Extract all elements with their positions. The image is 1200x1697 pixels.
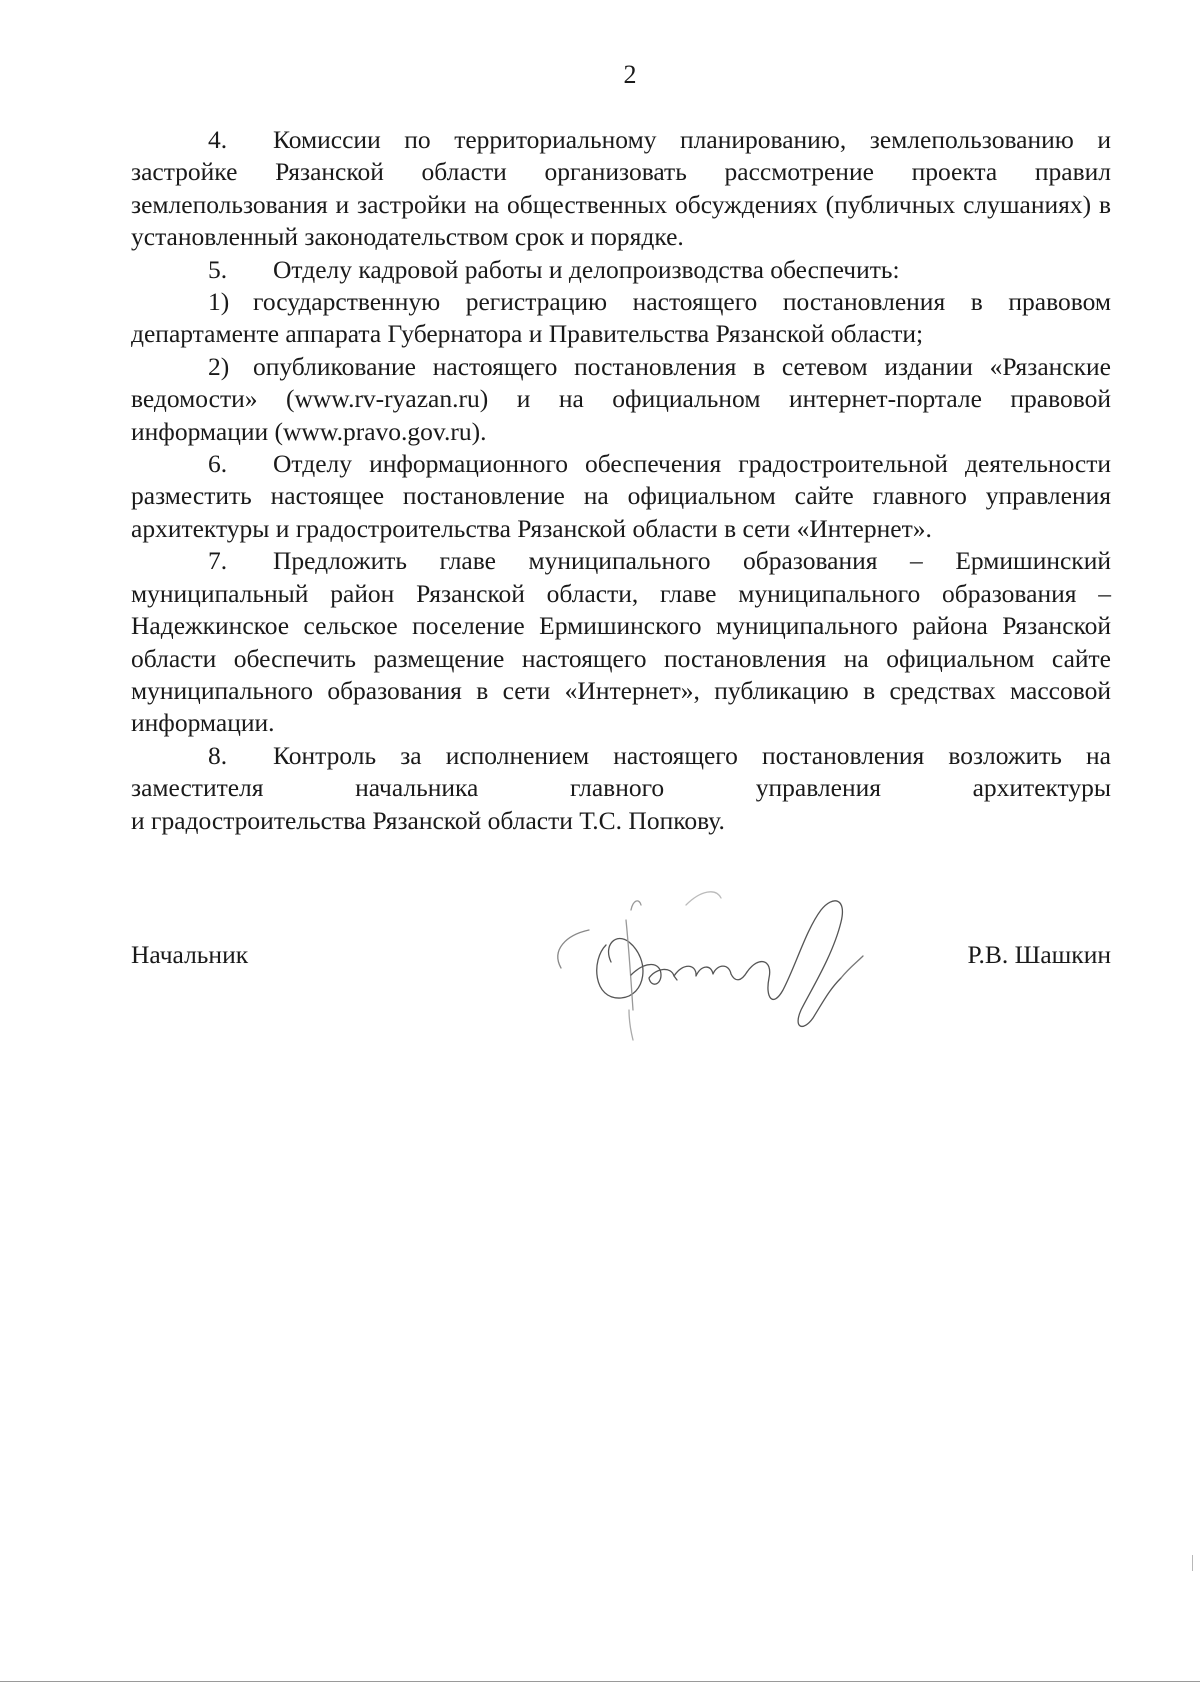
paragraph-number: 8.: [208, 740, 228, 770]
paragraph-text: Отделу кадровой работы и делопроизводства обеспечить:: [273, 254, 900, 284]
paragraph-7: [131, 545, 1111, 739]
subparagraph-2: [131, 351, 1111, 448]
scan-bottom-edge: [0, 1681, 1200, 1682]
paragraph-4: [131, 124, 1111, 254]
signatory-title: Начальник: [131, 940, 249, 969]
page-number: 2: [623, 60, 637, 89]
scan-edge-mark: [1192, 1555, 1193, 1571]
signature-block: [131, 930, 1111, 1050]
paragraph-number: 4.: [208, 125, 228, 154]
paragraph-number: 6.: [208, 449, 228, 479]
document-body: [131, 124, 1111, 837]
paragraph-6: [131, 448, 1111, 545]
paragraph-8-end: [131, 805, 1111, 837]
paragraph-number: 5.: [208, 254, 228, 284]
subparagraph-number: 1): [208, 287, 230, 317]
paragraph-text: и градостроительства Рязанской области Т.С. Попкову.: [131, 805, 725, 835]
paragraph-text: Отделу информационного обеспечения градостроительной деятельности разместить настоящее постановление на официальном сайте главного управления архитектуры и градостроительства Рязанской области в сети «Интернет».: [131, 449, 1111, 543]
subparagraph-1: [131, 286, 1111, 351]
paragraph-text: Комиссии по территориальному планированию, землепользованию и застройке Рязанской области организовать рассмотрение проекта правил землепользования и застройки на общественных обсуждениях (публичных слушаниях) в установленный законодательством срок и порядке.: [131, 125, 1111, 252]
paragraph-5: [131, 254, 1111, 286]
paragraph-8: [131, 740, 1111, 805]
subparagraph-number: 2): [208, 351, 230, 381]
handwritten-signature: [511, 850, 931, 1050]
paragraph-number: 7.: [208, 546, 228, 576]
paragraph-text: опубликование настоящего постановления в сетевом издании «Рязанские ведомости» (www.rv-ryazan.ru) и на официальном интернет-портале правовой информации (www.pravo.gov.ru).: [131, 351, 1111, 446]
paragraph-text: Контроль за исполнением настоящего постановления возложить на заместителя начальника главного управления архитектуры: [131, 740, 1111, 803]
paragraph-text: государственную регистрацию настоящего постановления в правовом департаменте аппарата Губернатора и Правительства Рязанской области;: [131, 287, 1111, 349]
signatory-name: Р.В. Шашкин: [967, 940, 1111, 969]
paragraph-text: Предложить главе муниципального образования – Ермишинский муниципальный район Рязанской области, главе муниципального образования – Надежкинское сельское поселение Ермишинского муниципального района Рязанской области обеспечить размещение настоящего постановления на официальном сайте муниципального образования в сети «Интернет», публикацию в средствах массовой информации.: [131, 546, 1111, 738]
